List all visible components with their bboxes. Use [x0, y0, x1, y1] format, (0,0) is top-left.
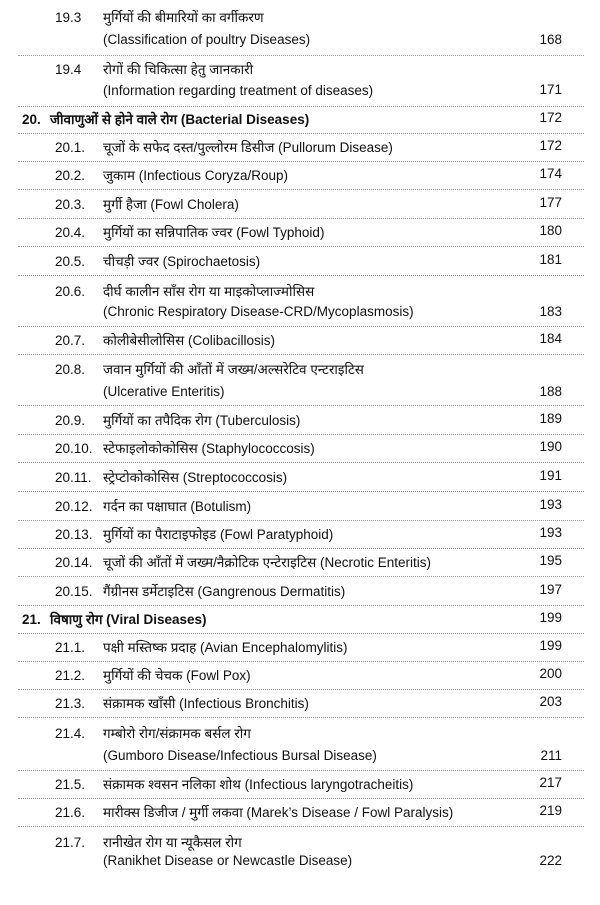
entry-title: गर्दन का पक्षाघात (Botulism)	[103, 499, 252, 514]
entry-page: 181	[539, 252, 562, 267]
entry-page: 200	[539, 666, 562, 681]
entry-number: 21.5.	[55, 777, 86, 792]
entry-number: 20.11.	[55, 470, 92, 485]
dotted-divider	[18, 661, 584, 662]
chapter-title: विषाणु रोग (Viral Diseases)	[50, 612, 207, 627]
dotted-divider	[18, 462, 584, 463]
entry-title: चूजों की आँतों में जख्म/नैक्रोटिक एन्टेराइटिस (Necrotic Enteritis)	[103, 555, 432, 570]
entry-title: संक्रामक खाँसी (Infectious Bronchitis)	[103, 696, 309, 711]
dotted-divider	[18, 326, 584, 327]
entry-page: 217	[539, 775, 562, 790]
entry-number: 20.3.	[55, 197, 86, 212]
entry-number: 20.15.	[55, 584, 93, 599]
dotted-divider	[18, 633, 584, 634]
entry-page: 195	[539, 553, 562, 568]
entry-page: 172	[539, 110, 562, 125]
entry-title-english: (Information regarding treatment of diseases)	[103, 83, 374, 98]
entry-number: 19.3	[55, 10, 82, 25]
entry-title-english: (Gumboro Disease/Infectious Bursal Disease)	[103, 748, 377, 763]
entry-title: गैंग्रीनस डर्मेटाइटिस (Gangrenous Dermatitis)	[103, 584, 346, 599]
entry-number: 21.6.	[55, 805, 86, 820]
entry-title: संक्रामक श्वसन नलिका शोथ (Infectious laryngotracheitis)	[103, 777, 414, 792]
chapter-title: जीवाणुओं से होने वाले रोग (Bacterial Diseases)	[50, 112, 310, 127]
entry-title: मुर्गी हैजा (Fowl Cholera)	[103, 197, 239, 212]
entry-title-hindi: जवान मुर्गियों की आँतों में जख्म/अल्सरेटिव एन्टराइटिस	[103, 362, 364, 377]
entry-title-hindi: मुर्गियों की बीमारियों का वर्गीकरण	[103, 10, 264, 25]
dotted-divider	[18, 548, 584, 549]
entry-title: मुर्गियों का पैराटाइफोइड (Fowl Paratyphoid)	[103, 527, 334, 542]
entry-number: 20.4.	[55, 225, 86, 240]
entry-page: 197	[539, 582, 562, 597]
entry-page: 191	[539, 468, 562, 483]
entry-number: 21.7.	[55, 835, 86, 850]
entry-number: 20.10.	[55, 441, 93, 456]
entry-number: 20.14.	[55, 555, 93, 570]
entry-page: 222	[539, 853, 562, 868]
entry-number: 20.6.	[55, 284, 86, 299]
entry-page: 183	[539, 304, 562, 319]
entry-title: कोलीबेसीलोसिस (Colibacillosis)	[103, 333, 276, 348]
entry-title: मुर्गियों का तपैदिक रोग (Tuberculosis)	[103, 413, 301, 428]
entry-page: 199	[539, 638, 562, 653]
entry-page: 168	[539, 32, 562, 47]
dotted-divider	[18, 275, 584, 276]
entry-number: 20.2.	[55, 168, 86, 183]
entry-title-english: (Chronic Respiratory Disease-CRD/Mycoplasmosis)	[103, 304, 414, 319]
entry-number: 20.13.	[55, 527, 93, 542]
entry-number: 20.12.	[55, 499, 93, 514]
dotted-divider	[18, 770, 584, 771]
dotted-divider	[18, 133, 584, 134]
entry-page: 190	[539, 439, 562, 454]
entry-number: 19.4	[55, 62, 82, 77]
entry-page: 219	[539, 803, 562, 818]
entry-title-english: (Ulcerative Enteritis)	[103, 384, 225, 399]
entry-title-english: (Classification of poultry Diseases)	[103, 32, 311, 47]
entry-number: 20.7.	[55, 333, 86, 348]
entry-title-english: (Ranikhet Disease or Newcastle Disease)	[103, 853, 353, 868]
entry-page: 199	[539, 610, 562, 625]
entry-page: 171	[539, 82, 562, 97]
entry-title-hindi: दीर्घ कालीन साँस रोग या माइकोप्लाज्मोसिस	[103, 284, 315, 299]
entry-page: 189	[539, 411, 562, 426]
entry-page: 193	[539, 497, 562, 512]
entry-title: स्टेफाइलोकोकोसिस (Staphylococcosis)	[103, 441, 315, 456]
entry-number: 21.1.	[55, 640, 86, 655]
dotted-divider	[18, 434, 584, 435]
entry-number: 20.1.	[55, 140, 86, 155]
dotted-divider	[18, 354, 584, 355]
entry-title: चीचड़ी ज्वर (Spirochaetosis)	[103, 254, 261, 269]
entry-number: 20.9.	[55, 413, 86, 428]
entry-page: 203	[539, 694, 562, 709]
entry-page: 180	[539, 223, 562, 238]
dotted-divider	[18, 798, 584, 799]
dotted-divider	[18, 576, 584, 577]
entry-title: मारीक्स डिजीज / मुर्गी लकवा (Marek’s Disease / Fowl Paralysis)	[103, 805, 454, 820]
entry-page: 193	[539, 525, 562, 540]
dotted-divider	[18, 161, 584, 162]
entry-page: 172	[539, 138, 562, 153]
entry-number: 21.4.	[55, 726, 86, 741]
entry-number: 21.3.	[55, 696, 86, 711]
dotted-divider	[18, 246, 584, 247]
entry-title-hindi: गम्बोरो रोग/संक्रामक बर्सल रोग	[103, 726, 251, 741]
entry-page: 177	[539, 195, 562, 210]
entry-title-hindi: रोगों की चिकित्सा हेतु जानकारी	[103, 62, 254, 77]
dotted-divider	[18, 55, 584, 56]
dotted-divider	[18, 605, 584, 606]
entry-title: चूजों के सफेद दस्त/पुल्लोरम डिसीज (Pullorum Disease)	[103, 140, 393, 155]
entry-number: 20.8.	[55, 362, 86, 377]
entry-number: 21.2.	[55, 668, 86, 683]
entry-page: 188	[539, 384, 562, 399]
entry-title: स्ट्रेप्टोकोकोसिस (Streptococcosis)	[103, 470, 288, 485]
chapter-number: 21.	[22, 612, 41, 627]
chapter-number: 20.	[22, 112, 41, 127]
entry-page: 184	[539, 331, 562, 346]
dotted-divider	[18, 189, 584, 190]
dotted-divider	[18, 491, 584, 492]
dotted-divider	[18, 520, 584, 521]
entry-title: मुर्गियों का सन्निपातिक ज्वर (Fowl Typhoid)	[103, 225, 325, 240]
entry-page: 211	[540, 748, 562, 763]
entry-title: मुर्गियों की चेचक (Fowl Pox)	[103, 668, 251, 683]
entry-title-hindi: रानीखेत रोग या न्यूकैसल रोग	[103, 835, 242, 850]
dotted-divider	[18, 106, 584, 107]
entry-number: 20.5.	[55, 254, 86, 269]
dotted-divider	[18, 717, 584, 718]
dotted-divider	[18, 218, 584, 219]
dotted-divider	[18, 689, 584, 690]
entry-title: पक्षी मस्तिष्क प्रदाह (Avian Encephalomylitis)	[103, 640, 348, 655]
dotted-divider	[18, 405, 584, 406]
dotted-divider	[18, 826, 584, 827]
entry-page: 174	[539, 166, 562, 181]
entry-title: जुकाम (Infectious Coryza/Roup)	[103, 168, 289, 183]
